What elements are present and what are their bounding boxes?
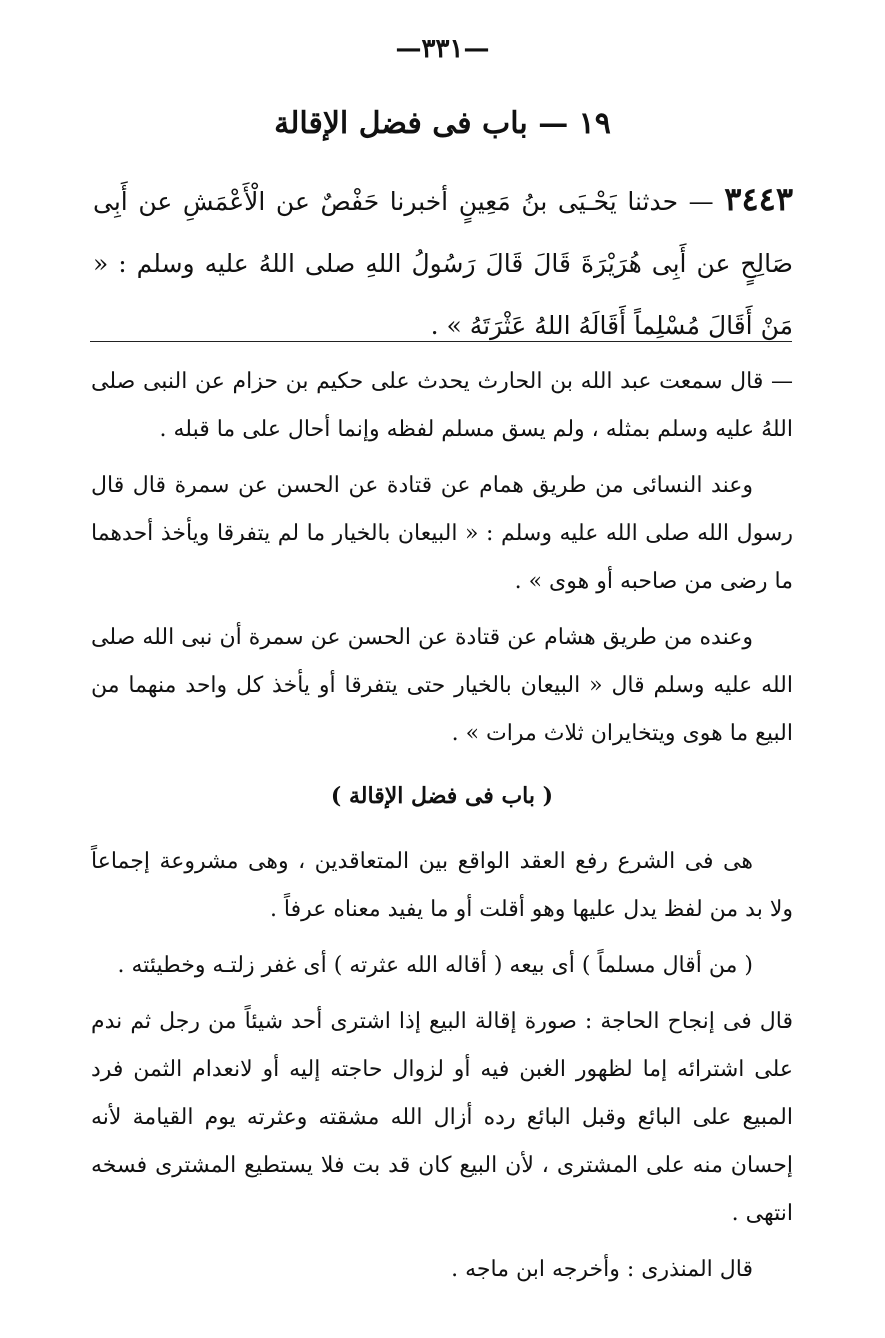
- hadith-block: [93, 168, 793, 357]
- hadith-dash: —: [678, 187, 714, 216]
- commentary-paragraph-1: — قال سمعت عبد الله بن الحارث يحدث على حكيم بن حزام عن النبى صلى اللهُ عليه وسلم بمثله ، ولم يسق مسلم لفظه وإنما أحال على ما قبله .: [91, 369, 793, 442]
- commentary-subheading: ( باب فى فضل الإقالة ): [330, 783, 554, 809]
- commentary-block: [91, 358, 793, 1302]
- hadith-number: ٣٤٤٣: [724, 180, 793, 218]
- footnote-divider: [90, 341, 792, 342]
- commentary-paragraph-2: وعند النسائى من طريق همام عن قتادة عن الحسن عن سمرة قال قال رسول الله صلى الله عليه وسلم : « البيعان بالخيار ما لم يتفرقا ويأخذ أحدهما ما رضى من صاحبه أو هوى » .: [91, 473, 793, 594]
- commentary-paragraph-3: وعنده من طريق هشام عن قتادة عن الحسن عن سمرة أن نبى الله صلى الله عليه وسلم قال « البيعان بالخيار حتى يتفرقا أو يأخذ كل واحد منهما من البيع ما هوى ويتخايران ثلاث مرات » .: [91, 625, 793, 746]
- chapter-title: باب فى فضل الإقالة: [274, 106, 528, 141]
- commentary-paragraph-5: ( من أقال مسلماً ) أى بيعه ( أقاله الله عثرته ) أى غفر زلتـه وخطيئته .: [117, 953, 753, 978]
- chapter-number: ١٩: [578, 106, 611, 141]
- chapter-heading: [120, 106, 765, 141]
- commentary-paragraph-7: قال المنذرى : وأخرجه ابن ماجه .: [451, 1257, 753, 1282]
- commentary-paragraph-6: قال فى إنجاح الحاجة : صورة إقالة البيع إذا اشترى أحد شيئاً من رجل ثم ندم على اشترائه إما لظهور الغبن فيه أو لزوال حاجته إليه أو لانعدام الثمن فرد المبيع على البائع وقبل البائع رده أزال الله مشقته وعثرته يوم القيامة لأنه إحسان منه على المشترى ، لأن البيع كان قد بت فلا يستطيع المشترى فسخه انتهى .: [91, 1009, 793, 1226]
- chapter-dash: —: [527, 106, 569, 141]
- page-number: —٣٣١—: [395, 34, 490, 64]
- hadith-text: حدثنا يَحْـيَى بنُ مَعِينٍ أخبرنا حَفْصٌ عن الْأَعْمَشِ عن أَبِى صَالِحٍ عن أَبِى هُرَيْرَةَ قَالَ قَالَ رَسُولُ اللهِ صلى اللهُ عليه وسلم : « مَنْ أَقَالَ مُسْلِماً أَقَالَهُ اللهُ عَثْرَتَهُ » .: [93, 187, 793, 340]
- commentary-paragraph-4: هى فى الشرع رفع العقد الواقع بين المتعاقدين ، وهى مشروعة إجماعاً ولا بد من لفظ يدل عليها وهو أقلت أو ما يفيد معناه عرفاً .: [91, 849, 793, 922]
